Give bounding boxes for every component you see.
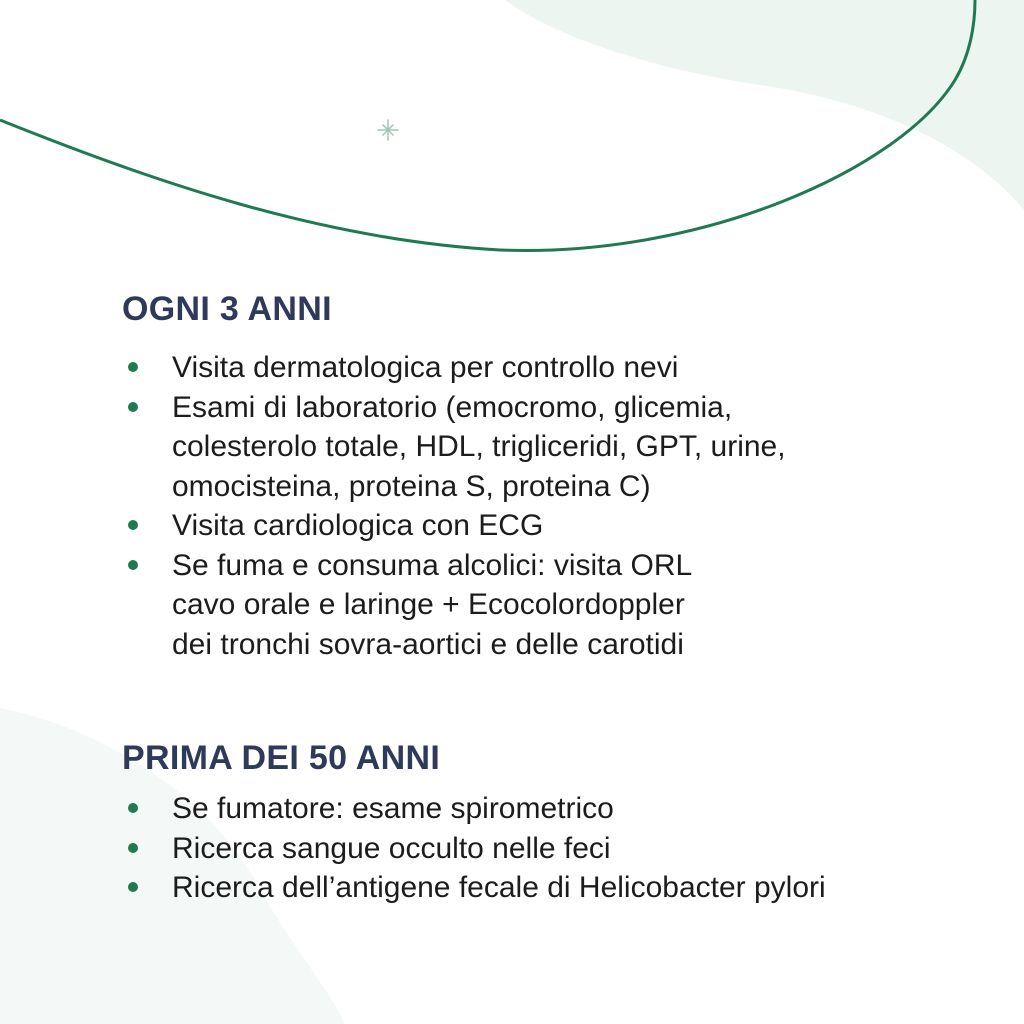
item-list [122, 789, 1002, 908]
bullet-dot-icon [128, 882, 138, 892]
item-list [122, 348, 1002, 664]
bullet-dot-icon [128, 362, 138, 372]
section-every-3-years [122, 289, 1002, 664]
bullet-dot-icon [128, 803, 138, 813]
bullet-dot-icon [128, 843, 138, 853]
list-item-text: Visita cardiologica con ECG [172, 509, 544, 542]
list-item-text: Ricerca dell’antigene fecale di Helicobacter pylori [172, 871, 826, 904]
list-item [122, 868, 1002, 908]
section-before-50 [122, 738, 1002, 908]
list-item [122, 348, 1002, 388]
bullet-dot-icon [128, 520, 138, 530]
list-item-text: Visita dermatologica per controllo nevi [172, 351, 679, 384]
list-item [122, 506, 1002, 546]
list-item [122, 388, 1002, 507]
section-title: OGNI 3 ANNI [122, 290, 332, 328]
list-item-text: Se fumatore: esame spirometrico [172, 792, 614, 825]
section-title: PRIMA DEI 50 ANNI [122, 739, 441, 777]
list-item [122, 789, 1002, 829]
list-item-text: Se fuma e consuma alcolici: visita ORL cavo orale e laringe + Ecocolordoppler dei tronchi sovra-aortici e delle carotidi [172, 548, 693, 661]
list-item-text: Ricerca sangue occulto nelle feci [172, 831, 611, 865]
top-right-blob [505, 0, 1024, 210]
list-item-text: Esami di laboratorio (emocromo, glicemia, colesterolo totale, HDL, trigliceridi, GPT, urine, omocisteina, proteina S, proteina C) [172, 390, 786, 503]
bullet-dot-icon [128, 402, 138, 412]
list-item [122, 546, 1002, 665]
sparkle-icon [378, 120, 398, 140]
list-item [122, 829, 1002, 869]
bullet-dot-icon [128, 560, 138, 570]
